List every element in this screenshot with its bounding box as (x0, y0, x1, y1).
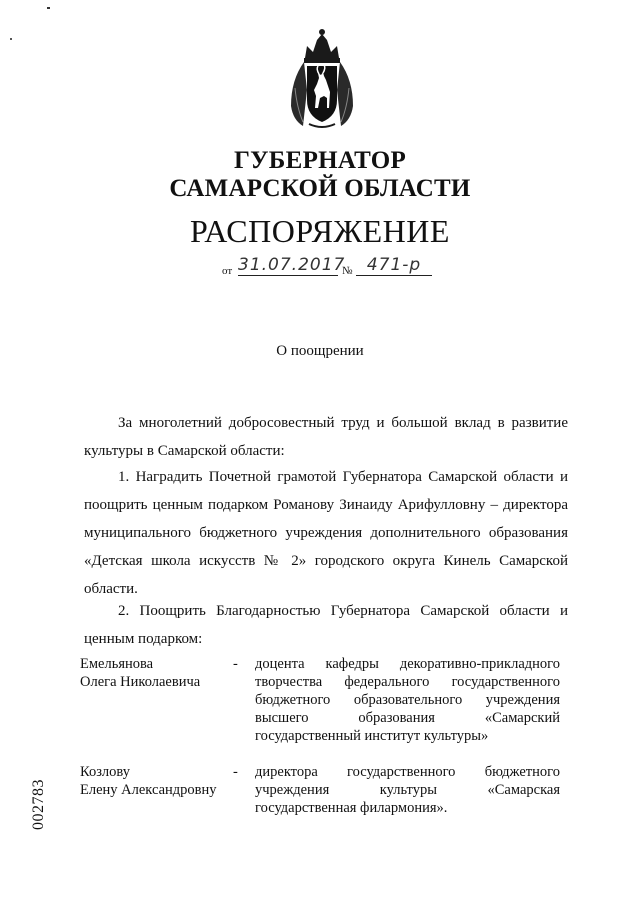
scan-speck (10, 38, 12, 40)
recipient-name (80, 655, 230, 691)
date-label: от (222, 265, 233, 277)
intro-paragraph: За многолетний добросовестный труд и большой вклад в развитие культуры в Самарской области: (84, 415, 568, 459)
serial-number: 002783 (30, 779, 47, 830)
recipient-name (80, 763, 230, 799)
number-label: № (342, 265, 353, 277)
recipient-dash: - (233, 764, 238, 780)
number-value: 471-р (356, 256, 432, 276)
recipient-given-names: Олега Николаевича (80, 674, 201, 690)
document-subject: О поощрении (276, 343, 364, 359)
item-2-paragraph: 2. Поощрить Благодарностью Губернатора Самарской области и ценным подарком: (84, 603, 568, 647)
recipient-surname: Козлову (80, 764, 131, 780)
recipient-role: доцента кафедры декоративно-прикладного творчества федерального государственного бюджетного образовательного учреждения высшего образования «Самарский государственный институт культуры» (255, 656, 560, 744)
recipient-role: директора государственного бюджетного учреждения культуры «Самарская государственная филармония». (255, 764, 560, 816)
date-value: 31.07.2017 (238, 255, 346, 275)
recipient-given-names: Елену Александровну (80, 782, 217, 798)
issuer-title-line2: САМАРСКОЙ ОБЛАСТИ (169, 175, 471, 202)
recipient-dash: - (233, 656, 238, 672)
scan-speck (47, 7, 50, 9)
coat-of-arms-icon (285, 28, 359, 132)
document-type: РАСПОРЯЖЕНИЕ (190, 213, 450, 249)
item-1-paragraph: 1. Наградить Почетной грамотой Губернатора Самарской области и поощрить ценным подарком Романову Зинаиду Арифулловну – директора муниципального бюджетного учреждения дополнительного образования «Детская школа искусств № 2» городского округа Кинель Самарской области. (84, 469, 568, 597)
issuer-title-line1: ГУБЕРНАТОР (233, 147, 407, 174)
recipient-surname: Емельянова (80, 656, 154, 672)
